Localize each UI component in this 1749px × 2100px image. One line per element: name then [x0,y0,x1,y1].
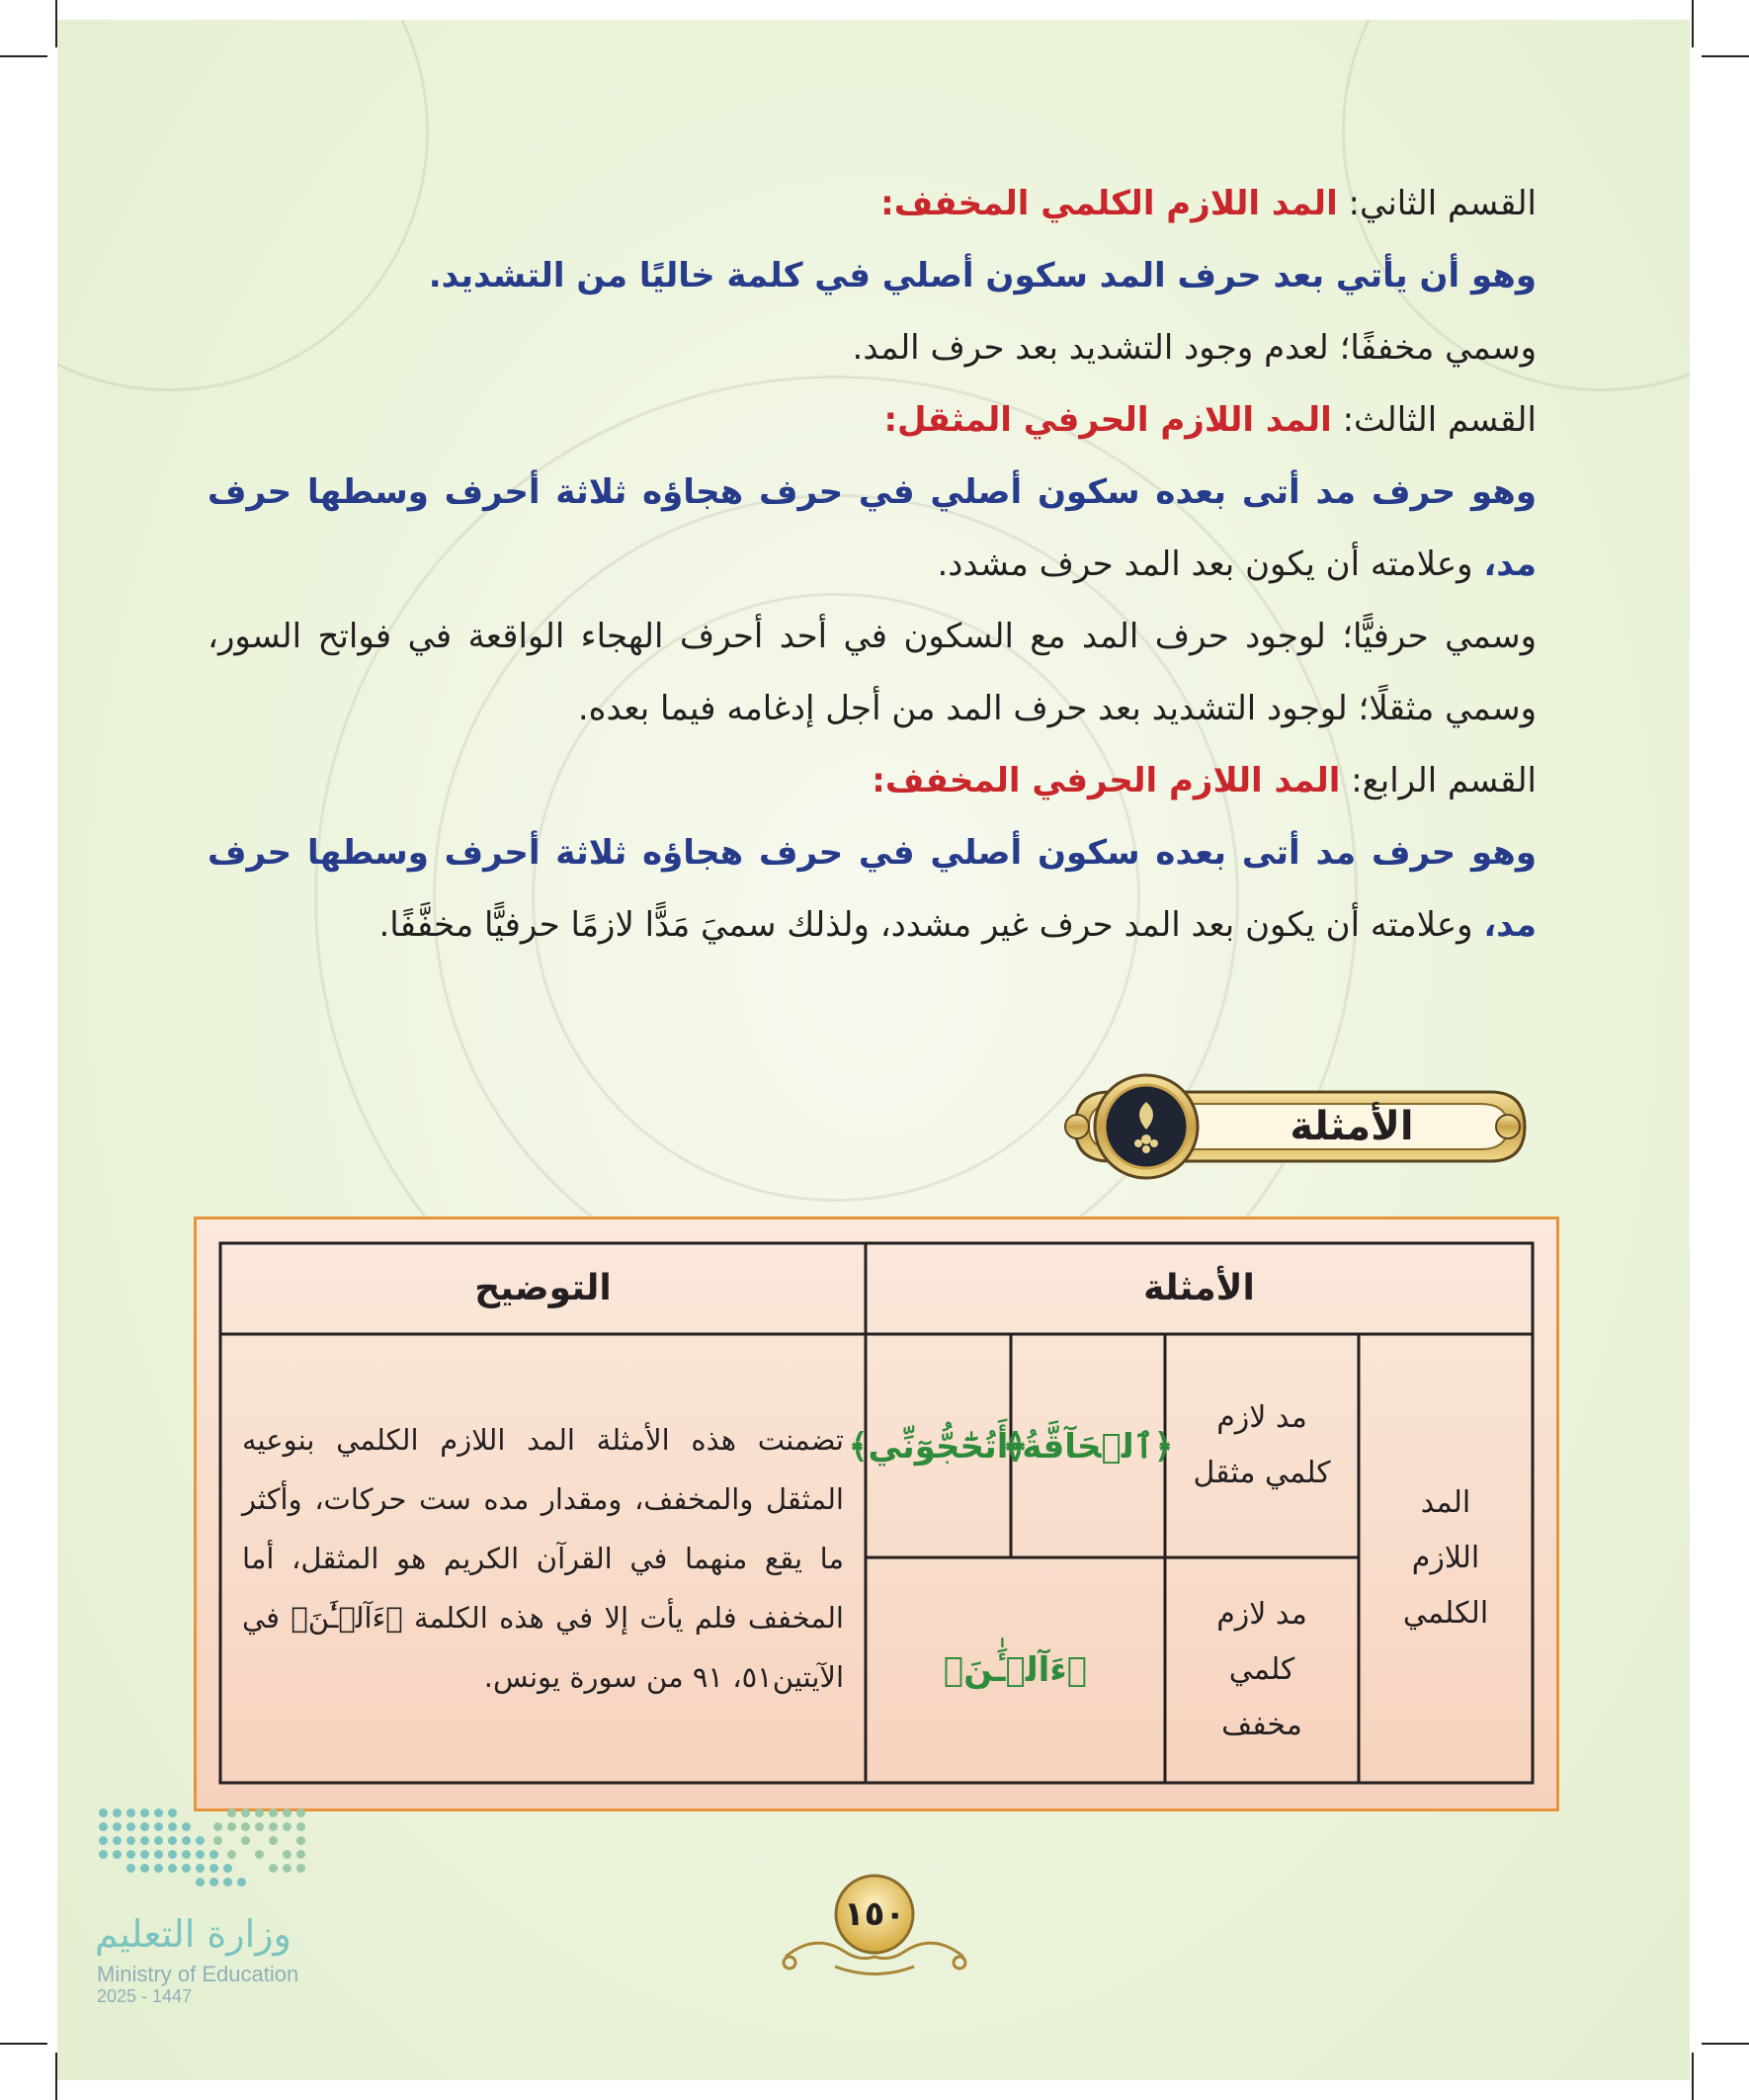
section-three-heading [208,384,1537,457]
crop-mark [1692,0,1694,47]
examples-table [194,1217,1559,1811]
quran-example-alhaqqah: ﴿ٱلۡحَآقَّةُ﴾ [1002,1426,1174,1467]
section-label: القسم الرابع: [1340,761,1537,800]
definition-text: وهو حرف مد أتى بعده سكون أصلي في حرف هجاؤه ثلاثة أحرف وسطها حرف مد، [208,472,1537,584]
paragraph-text: وعلامته أن يكون بعد المد حرف مشدد. [937,545,1484,584]
definition-paragraph [208,817,1537,962]
paragraph: وسمي حرفيًّا؛ لوجود حرف المد مع السكون في أحد أحرف الهجاء الواقعة في فواتح السور، وسمي مثقلًا؛ لوجود التشديد بعد حرف المد من أجل إدغامه فيما بعده. [208,617,1537,728]
type-light-cell: مد لازم كلمي مخفف [1216,1597,1307,1742]
type-heavy-cell: مد لازم كلمي مثقل [1193,1400,1331,1490]
header-examples: الأمثلة [1143,1268,1255,1308]
section-label: القسم الثاني: [1337,184,1537,223]
crop-mark [1702,2043,1749,2045]
crop-mark [1692,2053,1694,2100]
body-text [208,168,1537,962]
explanation-text: تضمنت هذه الأمثلة المد اللازم الكلمي بنوعيه المثقل والمخفف، ومقدار مده ست حركات، وأكثر ما يقع منهما في القرآن الكريم هو المثقل، أما المخفف فلم يأت إلا في هذه الكلمة ﴿ءَآلۡـَٰٔنَ﴾ في الآيتين٥١، ٩١ من سورة يونس. [242,1423,844,1694]
badge-title: الأمثلة [1290,1104,1414,1149]
section-title: المد اللازم الكلمي المخفف: [880,184,1338,223]
ministry-name-arabic: وزارة التعليم [95,1912,292,1956]
ministry-name-english: Ministry of Education [97,1962,299,1986]
crop-mark [0,55,47,57]
definition-text: وهو حرف مد أتى بعده سكون أصلي في حرف هجاؤه ثلاثة أحرف وسطها حرف مد، [208,833,1537,945]
ministry-year: 2025 - 1447 [97,1986,193,2006]
category-cell: المد اللازم الكلمي [1402,1485,1489,1631]
quran-example-atuhajjunni: ﴿أَتُحَٰٓجُّوٓنِّي﴾ [848,1426,1029,1467]
definition-text: وهو أن يأتي بعد حرف المد سكون أصلي في كلمة خاليًا من التشديد. [428,256,1537,295]
crop-mark [1702,55,1749,57]
definition-paragraph [208,457,1537,601]
page-number-badge [833,1873,916,1956]
section-title: المد اللازم الحرفي المخفف: [872,761,1341,800]
header-explanation: التوضيح [474,1268,612,1308]
page-number: ١٥٠ [843,1894,906,1934]
crop-mark [55,2053,57,2100]
section-two-heading [208,168,1537,240]
crop-mark [0,2043,47,2045]
section-label: القسم الثالث: [1331,400,1537,440]
quran-example-aalaan: ﴿ءَآلۡـَٰٔنَ﴾ [943,1650,1088,1690]
section-four-heading [208,745,1537,817]
crop-mark [55,0,57,47]
examples-badge [1055,1072,1535,1181]
paragraph: وسمي مخففًا؛ لعدم وجود التشديد بعد حرف المد. [852,328,1537,368]
section-title: المد اللازم الحرفي المثقل: [883,400,1332,440]
paragraph-text: وعلامته أن يكون بعد المد حرف غير مشدد، ولذلك سميَ مَدًّا لازمًا حرفيًّا مخفَّفًا. [378,905,1484,945]
